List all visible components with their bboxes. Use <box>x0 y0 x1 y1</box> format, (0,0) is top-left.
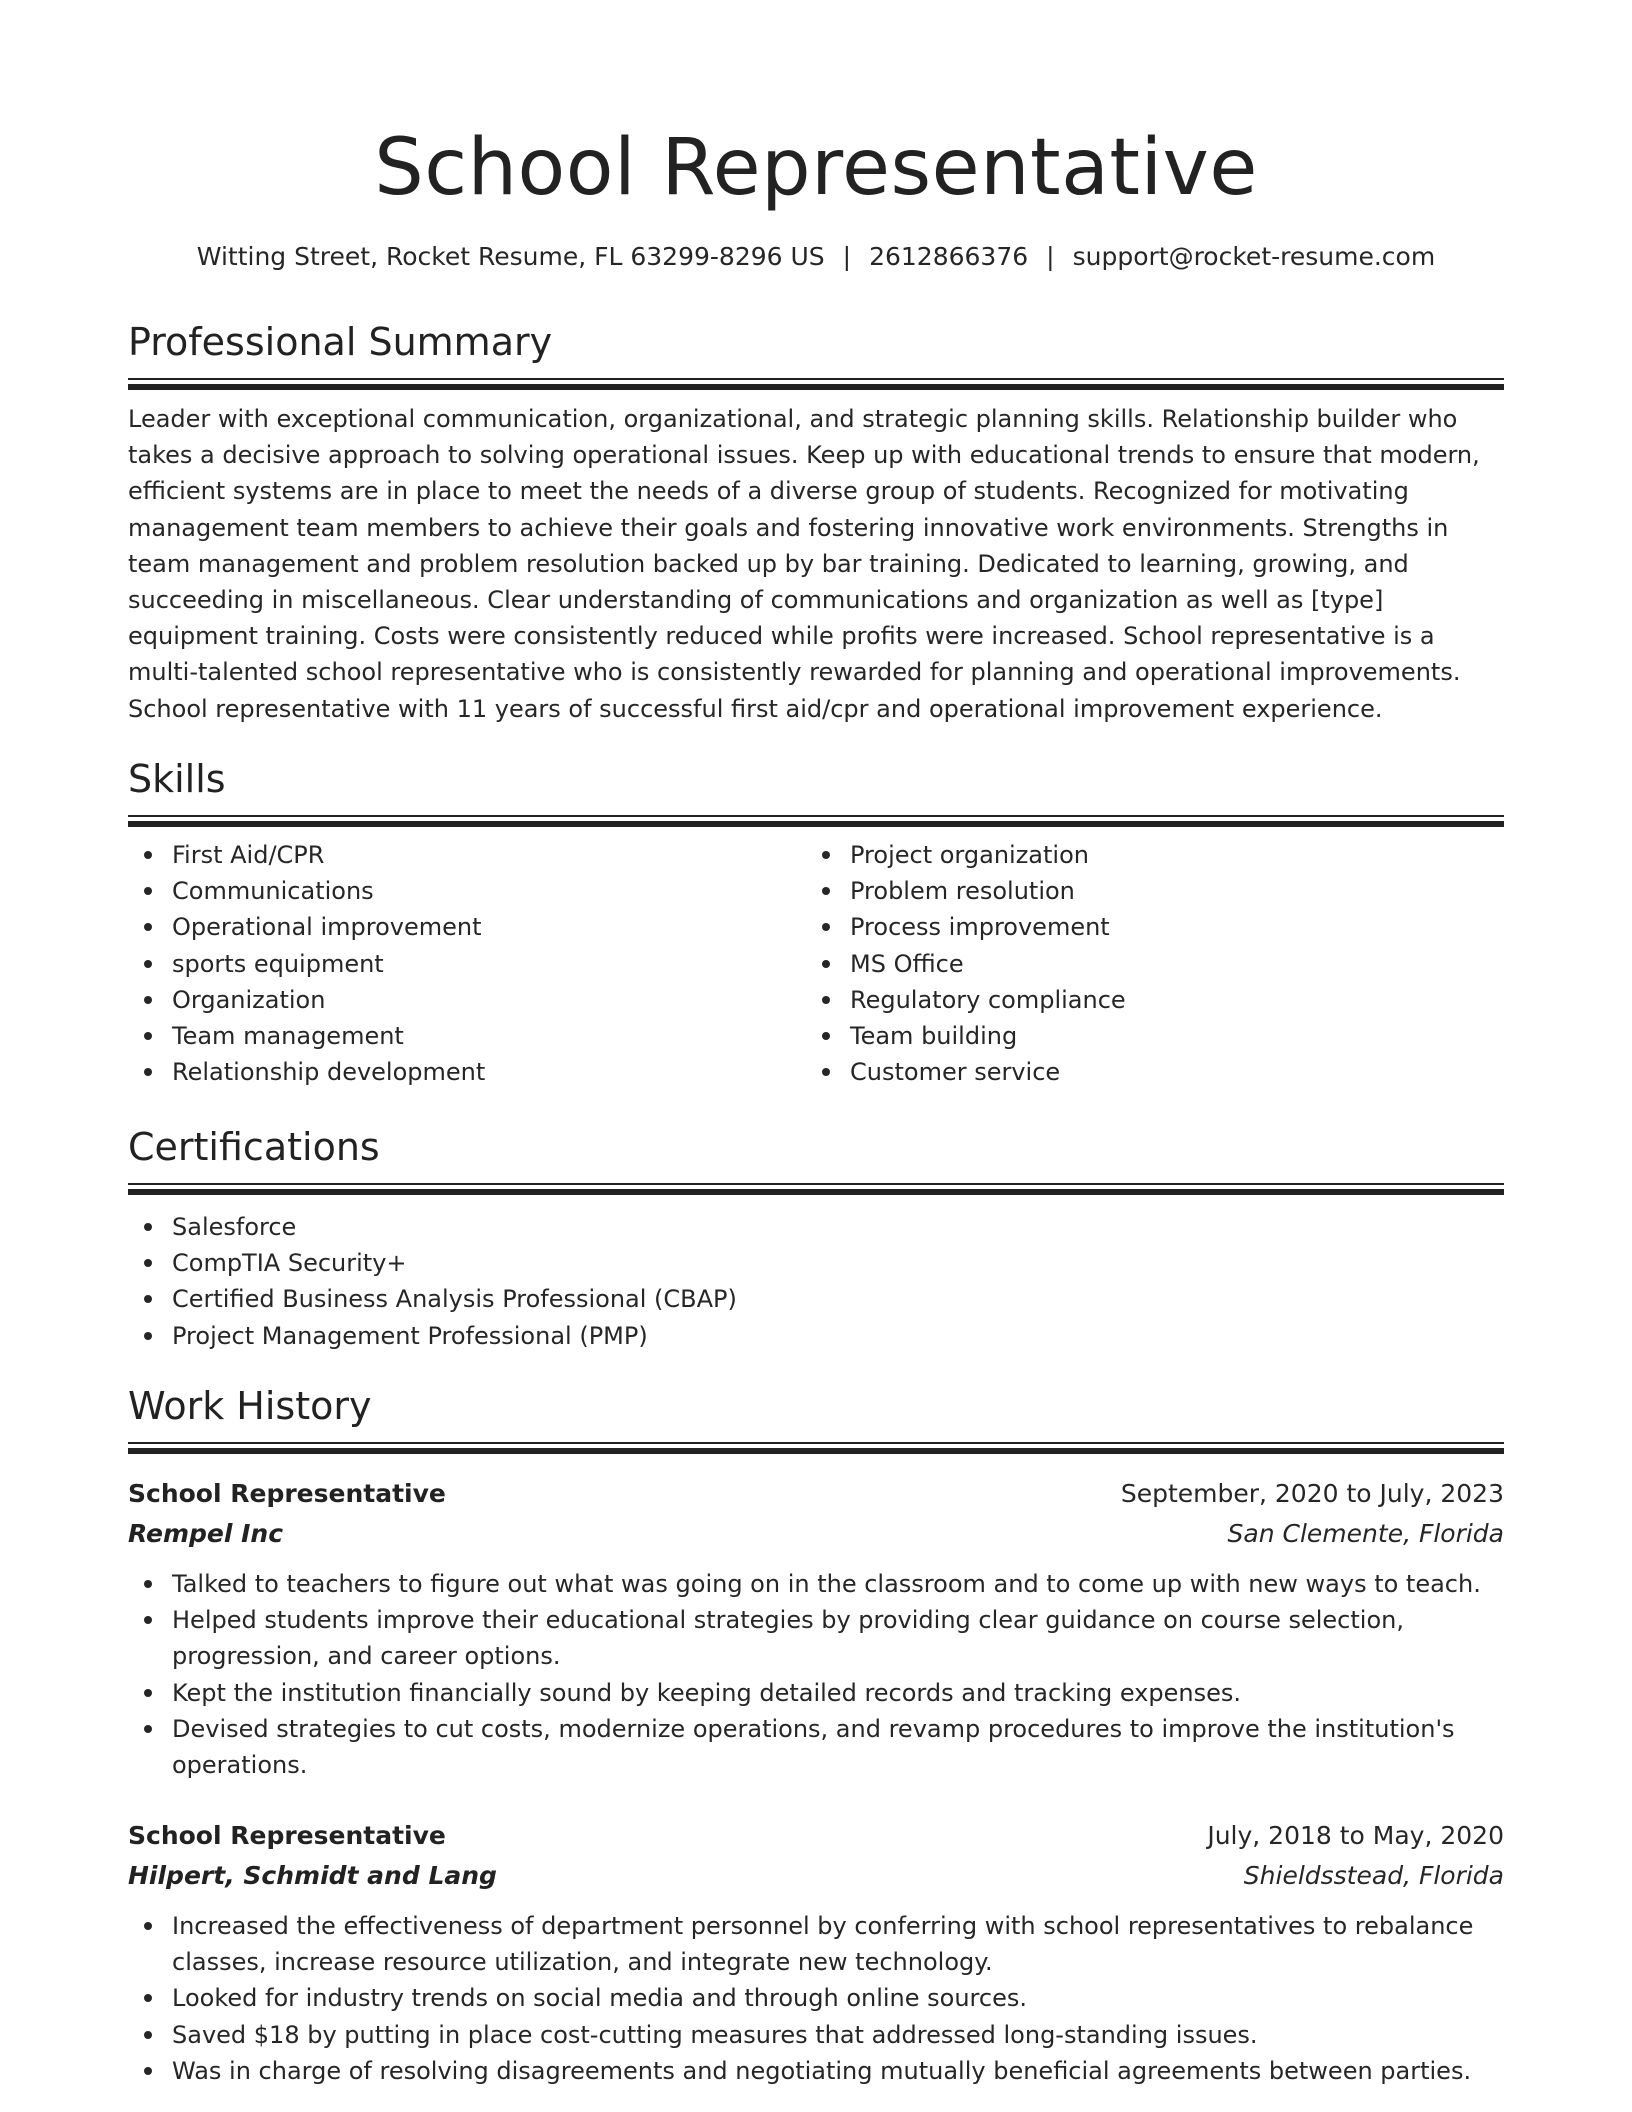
job-company: Rempel Inc <box>128 1519 284 1548</box>
bullet-icon <box>144 1994 152 2002</box>
skill-label: Regulatory compliance <box>850 985 1126 1014</box>
contact-address: Witting Street, Rocket Resume, FL 63299-8296 US <box>196 242 825 271</box>
bullet-icon <box>144 996 152 1004</box>
bullet-icon <box>144 960 152 968</box>
certifications-section <box>128 1123 1504 1354</box>
skill-item <box>806 982 1484 1018</box>
job-bullet <box>128 1602 1504 1674</box>
skills-list-left <box>128 837 806 1090</box>
candidate-name: School Representative <box>374 123 1258 213</box>
bullet-icon <box>144 1922 152 1930</box>
section-title: Skills <box>128 757 226 801</box>
skill-label: Team building <box>850 1022 1018 1051</box>
bullet-icon <box>144 2031 152 2039</box>
job-bullet-text: Kept the institution financially sound by keeping detailed records and tracking expenses. <box>172 1678 1241 1707</box>
section-divider-thick <box>128 384 1504 390</box>
certification-item <box>128 1318 1504 1354</box>
certification-item <box>128 1281 1504 1317</box>
skill-item <box>806 837 1484 873</box>
bullet-icon <box>144 1689 152 1697</box>
skill-label: Customer service <box>850 1058 1061 1087</box>
bullet-icon <box>144 1616 152 1624</box>
contact-phone: 2612866376 <box>869 242 1029 271</box>
contact-email: support@rocket-resume.com <box>1072 242 1436 271</box>
skill-item <box>806 1054 1484 1090</box>
job-bullet <box>128 1711 1504 1783</box>
bullet-icon <box>144 887 152 895</box>
job-bullet-text: Was in charge of resolving disagreements and negotiating mutually beneficial agreements between parties. <box>172 2056 1472 2085</box>
skill-label: Team management <box>172 1022 404 1051</box>
job-company: Hilpert, Schmidt and Lang <box>128 1861 497 1890</box>
section-divider <box>128 1442 1504 1444</box>
contact-separator: | <box>1046 242 1055 271</box>
bullet-icon <box>822 923 830 931</box>
skill-item <box>128 982 806 1018</box>
skill-label: Communications <box>172 877 374 906</box>
skill-label: sports equipment <box>172 949 384 978</box>
section-divider <box>128 815 1504 817</box>
bullet-icon <box>144 1032 152 1040</box>
job-bullet <box>128 1566 1504 1602</box>
job-title: School Representative <box>128 1479 446 1508</box>
skill-label: Organization <box>172 985 326 1014</box>
bullet-icon <box>144 1295 152 1303</box>
skills-columns <box>128 837 1504 1090</box>
job-bullet-text: Increased the effectiveness of department personnel by conferring with school representatives to rebalance classes, increase resource utilization, and integrate new technology. <box>172 1912 1474 1977</box>
job-bullet-text: Devised strategies to cut costs, modernize operations, and revamp procedures to improve the institution's operations. <box>172 1714 1455 1780</box>
job-company-row <box>128 1514 1504 1554</box>
skill-item <box>806 873 1484 909</box>
certification-label: Certified Business Analysis Professional (CBAP) <box>172 1285 737 1314</box>
skill-label: First Aid/CPR <box>172 841 325 869</box>
job-dates: July, 2018 to May, 2020 <box>1207 1821 1504 1850</box>
job-entry <box>128 1816 1504 2089</box>
skill-label: MS Office <box>850 949 964 978</box>
bullet-icon <box>144 2067 152 2075</box>
job-header-row <box>128 1816 1504 1856</box>
bullet-icon <box>822 996 830 1004</box>
job-bullet <box>128 1908 1504 1980</box>
bullet-icon <box>144 1580 152 1588</box>
certification-item <box>128 1209 1504 1245</box>
skill-item <box>128 837 806 873</box>
job-responsibilities <box>128 1908 1504 2089</box>
job-bullet <box>128 1980 1504 2016</box>
skill-item <box>128 1018 806 1054</box>
job-bullet <box>128 1675 1504 1711</box>
job-title: School Representative <box>128 1821 446 1850</box>
bullet-icon <box>144 1332 152 1340</box>
skill-item <box>128 946 806 982</box>
skill-item <box>806 909 1484 945</box>
bullet-icon <box>822 1068 830 1076</box>
section-title: Certifications <box>128 1125 380 1169</box>
skill-item <box>128 873 806 909</box>
certifications-list <box>128 1209 1504 1354</box>
certification-label: Salesforce <box>172 1213 297 1241</box>
job-location: San Clemente, Florida <box>1227 1519 1504 1548</box>
skill-label: Relationship development <box>172 1058 486 1087</box>
section-divider <box>128 1183 1504 1185</box>
bullet-icon <box>144 1223 152 1231</box>
summary-text: Leader with exceptional communication, organizational, and strategic planning skills. Relationship builder who takes a decisive approach to solving operational issues. Keep up with educational trends to ensure that modern, efficient systems are in place to meet the needs of a diverse group of students. Recognized for motivating management team members to achieve their goals and fostering innovative work environments. Strengths in team management and problem resolution backed up by bar training. Dedicated to learning, growing, and succeeding in miscellaneous. Clear understanding of communications and organization as well as [type] equipment training. Costs were consistently reduced while profits were increased. School representative is a multi-talented school representative who is consistently rewarded for planning and operational improvements. School representative with 11 years of successful first aid/cpr and operational improvement experience. <box>128 405 1480 723</box>
summary-section <box>128 318 1504 727</box>
bullet-icon <box>822 851 830 859</box>
section-title: Professional Summary <box>128 320 553 364</box>
job-bullet-text: Helped students improve their educational strategies by providing clear guidance on course selection, progression, and career options. <box>172 1606 1404 1671</box>
bullet-icon <box>822 960 830 968</box>
job-dates: September, 2020 to July, 2023 <box>1120 1479 1504 1508</box>
job-bullet-text: Talked to teachers to figure out what was going on in the classroom and to come up with new ways to teach. <box>172 1570 1481 1598</box>
bullet-icon <box>144 851 152 859</box>
bullet-icon <box>144 923 152 931</box>
job-entry <box>128 1474 1504 1783</box>
job-bullet-text: Looked for industry trends on social media and through online sources. <box>172 1984 1027 2013</box>
section-title: Work History <box>128 1384 372 1428</box>
certification-item <box>128 1245 1504 1281</box>
bullet-icon <box>144 1259 152 1267</box>
skills-list-right <box>806 837 1484 1090</box>
skill-item <box>128 1054 806 1090</box>
section-divider <box>128 378 1504 380</box>
section-divider-thick <box>128 1189 1504 1195</box>
skill-item <box>806 1018 1484 1054</box>
bullet-icon <box>144 1725 152 1733</box>
skill-label: Problem resolution <box>850 877 1075 906</box>
job-bullet <box>128 2053 1504 2089</box>
contact-line <box>128 239 1504 275</box>
bullet-icon <box>822 1032 830 1040</box>
skill-item <box>128 909 806 945</box>
certification-label: Project Management Professional (PMP) <box>172 1321 648 1350</box>
work-history-section <box>128 1382 1504 1454</box>
job-bullet-text: Saved $18 by putting in place cost-cutting measures that addressed long-standing issues. <box>172 2020 1258 2049</box>
certification-label: CompTIA Security+ <box>172 1249 407 1278</box>
section-divider-thick <box>128 1448 1504 1454</box>
job-responsibilities <box>128 1566 1504 1783</box>
contact-separator: | <box>842 242 852 271</box>
bullet-icon <box>144 1068 152 1076</box>
skills-section <box>128 755 1504 1090</box>
skill-item <box>806 946 1484 982</box>
skill-label: Project organization <box>850 841 1089 869</box>
job-bullet <box>128 2017 1504 2053</box>
section-divider-thick <box>128 821 1504 827</box>
job-location: Shieldsstead, Florida <box>1243 1861 1504 1890</box>
skill-label: Process improvement <box>850 913 1110 942</box>
bullet-icon <box>822 887 830 895</box>
skill-label: Operational improvement <box>172 913 482 942</box>
job-header-row <box>128 1474 1504 1514</box>
job-company-row <box>128 1856 1504 1896</box>
